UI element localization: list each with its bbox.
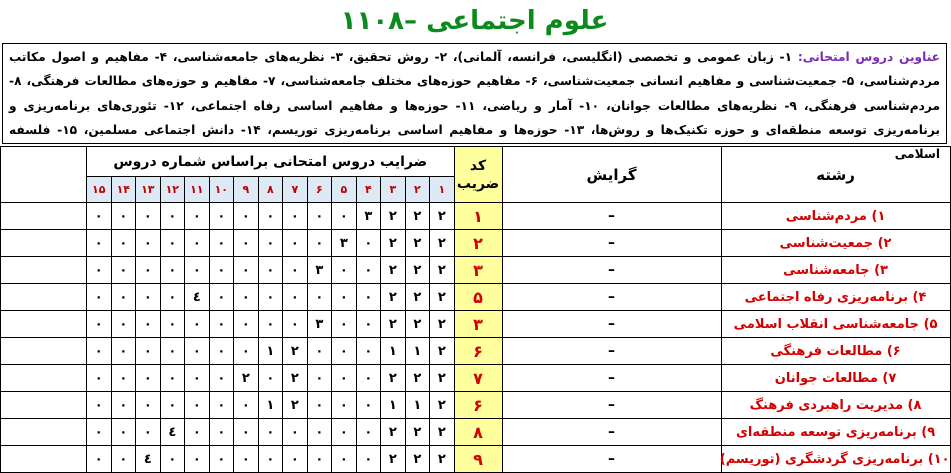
coefficient-cell: ۰ [87,419,112,446]
coefficient-cell: ۳ [356,203,381,230]
course-titles-label: عناوین دروس امتحانی: [797,50,941,64]
code-cell: ۳ [454,257,502,284]
coefficient-cell: ۱ [258,392,283,419]
coefficient-cell: ۲ [430,257,455,284]
coefficient-cell: ۲ [430,284,455,311]
coefficient-cell: ۰ [209,392,234,419]
coefficient-cell: ۰ [332,203,357,230]
code-cell: ۵ [454,284,502,311]
coefficient-cell: ۰ [356,419,381,446]
course-number-header: ۱۰ [209,177,234,203]
coefficient-cell: ۰ [209,338,234,365]
course-number-header: ۱۳ [136,177,161,203]
coefficient-cell: ۰ [185,203,210,230]
course-number-header: ۱۲ [160,177,185,203]
coefficient-cell: ۲ [430,203,455,230]
course-number-header: ۸ [258,177,283,203]
coefficient-cell: ۰ [185,311,210,338]
table-row [1,338,951,365]
table-row [1,392,951,419]
table-row [1,365,951,392]
coefficient-cell: ۱ [381,338,406,365]
course-number-header: ۹ [234,177,259,203]
coefficient-cell: ۲ [405,311,430,338]
coefficient-cell: ۰ [258,446,283,473]
orientation-cell: – [502,203,721,230]
coefficient-cell: ۲ [430,311,455,338]
row-blank [1,365,87,392]
coefficient-cell: ۰ [234,311,259,338]
coefficient-cell: ۰ [111,392,136,419]
coefficient-cell: ۰ [160,392,185,419]
coefficient-cell: ۰ [111,365,136,392]
coefficient-cell: ۰ [307,338,332,365]
coefficient-cell: ۲ [283,365,308,392]
table-row [1,419,951,446]
coefficient-cell: ۰ [160,284,185,311]
coefficient-cell: ۰ [356,257,381,284]
orientation-cell: – [502,446,721,473]
coefficient-cell: ۰ [111,419,136,446]
table-row [1,203,951,230]
coefficient-cell: ۰ [87,311,112,338]
code-cell: ۲ [454,230,502,257]
coefficient-cell: ۰ [283,284,308,311]
orientation-cell: – [502,257,721,284]
coefficient-cell: ۰ [185,230,210,257]
course-number-header: ۷ [283,177,308,203]
header-blank [1,147,87,203]
course-number-header: ۱۴ [111,177,136,203]
coefficient-cell: ۰ [111,203,136,230]
coefficient-cell: ۰ [111,446,136,473]
coefficient-cell: ۰ [87,338,112,365]
coefficient-cell: ۰ [87,203,112,230]
coefficient-cell: ۲ [405,203,430,230]
coefficient-cell: ۲ [430,392,455,419]
code-cell: ۸ [454,419,502,446]
coefficient-cell: ۰ [136,419,161,446]
coefficient-cell: ۰ [283,257,308,284]
coefficient-cell: ۰ [258,419,283,446]
major-cell: ۵) جامعه‌شناسی انقلاب اسلامی [721,311,950,338]
coefficient-cell: ۰ [185,365,210,392]
table-row [1,446,951,473]
coefficient-cell: ۰ [307,203,332,230]
coefficient-cell: ۰ [283,311,308,338]
coefficient-cell: ۰ [234,419,259,446]
coefficient-cell: ۰ [111,338,136,365]
major-column-header: رشته [721,147,950,203]
course-number-header: ۲ [405,177,430,203]
coefficient-cell: ۲ [381,311,406,338]
coefficient-cell: ۰ [160,365,185,392]
coefficient-cell: ۰ [87,257,112,284]
coefficient-cell: ۱ [405,338,430,365]
coefficient-cell: ۲ [283,338,308,365]
coefficient-cell: ۰ [209,365,234,392]
coefficient-cell: ۲ [405,257,430,284]
coefficient-cell: ۰ [136,203,161,230]
coefficient-cell: ۰ [332,311,357,338]
row-blank [1,311,87,338]
coefficient-cell: ۰ [111,284,136,311]
coefficient-cell: ۲ [430,419,455,446]
course-number-header: ۶ [307,177,332,203]
coefficient-cell: ۰ [111,257,136,284]
orientation-cell: – [502,338,721,365]
row-blank [1,257,87,284]
coefficient-cell: ۰ [185,419,210,446]
coefficient-cell: ۰ [356,230,381,257]
course-number-header: ۱۱ [185,177,210,203]
orientation-column-header: گرایش [502,147,721,203]
coefficient-cell: ۰ [160,311,185,338]
course-titles-text: ۱- زبان عمومی و تخصصی (انگلیسی، فرانسه، آلمانی)، ۲- روش تحقیق، ۳- نظریه‌های جامعه‌شناسی، ۴- مفاهیم و اصول مکاتب مردم‌شناسی، ۵- جمعیت‌شناسی و مفاهیم انسانی جمعیت‌شناسی، ۶- مفاهیم حوزه‌های مختلف جامعه‌شناسی، ۷- مفاهیم و حوزه‌های مطالعات فرهنگی، ۸- مردم‌شناسی فرهنگی، ۹- نظریه‌های مطالعات جوانان، ۱۰- آمار و ریاضی، ۱۱- حوزه‌ها و مفاهیم اساسی رفاه اجتماعی، ۱۲- تئوری‌های برنامه‌ریزی و برنامه‌ریزی توسعه منطقه‌ای و حوزه تکنیک‌ها و روش‌ها، ۱۳- حوزه‌ها و مفاهیم اساسی برنامه‌ریزی توریسم، ۱۴- دانش اجتماعی مسلمین، ۱۵- فلسفه اسلامی [9,50,941,162]
coefficient-cell: ۲ [381,230,406,257]
major-cell: ۱) مردم‌شناسی [721,203,950,230]
coefficient-cell: ۰ [356,338,381,365]
coefficient-cell: ۰ [258,365,283,392]
coefficient-cell: ۰ [283,203,308,230]
orientation-cell: – [502,392,721,419]
coefficient-cell: ۰ [234,284,259,311]
coefficient-cell: ٤ [185,284,210,311]
coefficient-cell: ۰ [209,446,234,473]
code-cell: ۶ [454,392,502,419]
coefficient-cell: ۰ [209,257,234,284]
coefficient-cell: ۲ [405,284,430,311]
major-cell: ۴) برنامه‌ریزی رفاه اجتماعی [721,284,950,311]
coefficient-cell: ۰ [87,446,112,473]
coefficient-cell: ۰ [234,338,259,365]
coefficient-cell: ٤ [160,419,185,446]
code-cell: ۶ [454,338,502,365]
page-title: ۱۱۰۸– علوم اجتماعی [340,6,609,36]
coefficient-cell: ۰ [185,257,210,284]
coefficient-cell: ۲ [430,338,455,365]
coefficient-cell: ۰ [332,419,357,446]
major-cell: ۶) مطالعات فرهنگی [721,338,950,365]
code-cell: ۷ [454,365,502,392]
major-cell: ۷) مطالعات جوانان [721,365,950,392]
coefficient-cell: ۰ [136,365,161,392]
coefficient-cell: ۰ [209,311,234,338]
coefficient-cell: ۰ [136,284,161,311]
major-cell: ۱۰) برنامه‌ریزی گردشگری (توریسم) [721,446,950,473]
course-number-header: ۳ [381,177,406,203]
coefficient-cell: ۳ [332,230,357,257]
coefficient-cell: ۰ [356,365,381,392]
coefficient-cell: ۰ [332,392,357,419]
coefficient-cell: ۰ [111,230,136,257]
coefficient-cell: ۲ [405,419,430,446]
coefficient-cell: ۰ [307,365,332,392]
coefficient-cell: ۰ [87,365,112,392]
coefficient-cell: ۰ [185,446,210,473]
coefficient-cell: ۰ [160,203,185,230]
table-row [1,230,951,257]
coefficient-cell: ۰ [87,230,112,257]
coefficient-cell: ۰ [258,203,283,230]
coefficient-cell: ۰ [234,230,259,257]
coefficient-cell: ۰ [258,311,283,338]
coefficient-cell: ۳ [307,311,332,338]
coefficient-cell: ۰ [185,338,210,365]
row-blank [1,230,87,257]
table-header-row [1,147,951,177]
coefficient-cell: ۱ [381,392,406,419]
coefficient-cell: ۲ [381,365,406,392]
coefficient-cell: ۲ [405,446,430,473]
coefficient-cell: ۲ [381,284,406,311]
coefficients-column-header: ضرایب دروس امتحانی براساس شماره دروس [87,147,455,177]
row-blank [1,203,87,230]
coefficient-cell: ۰ [332,365,357,392]
coefficient-cell: ٤ [136,446,161,473]
orientation-cell: – [502,419,721,446]
coefficient-cell: ۰ [283,446,308,473]
course-number-header: ۴ [356,177,381,203]
coefficient-cell: ۰ [160,230,185,257]
row-blank [1,338,87,365]
major-cell: ۳) جامعه‌شناسی [721,257,950,284]
code-cell: ۳ [454,311,502,338]
coefficient-cell: ۳ [307,257,332,284]
coefficient-cell: ۰ [356,311,381,338]
coefficient-cell: ۲ [381,446,406,473]
coefficient-cell: ۰ [87,284,112,311]
coefficient-cell: ۰ [332,446,357,473]
coefficient-cell: ۲ [430,365,455,392]
orientation-cell: – [502,365,721,392]
table-row [1,311,951,338]
coefficient-cell: ۰ [332,284,357,311]
row-blank [1,446,87,473]
coefficient-cell: ۲ [234,365,259,392]
major-cell: ۹) برنامه‌ریزی توسعه منطقه‌ای [721,419,950,446]
coefficient-cell: ۰ [307,284,332,311]
coefficient-cell: ۲ [405,365,430,392]
course-number-header: ۱ [430,177,455,203]
code-column-header: کد ضریب [454,147,502,203]
coefficient-cell: ۱ [258,338,283,365]
coefficient-cell: ۰ [332,338,357,365]
table-row [1,284,951,311]
coefficient-cell: ۰ [307,419,332,446]
coefficient-cell: ۰ [258,284,283,311]
coefficient-cell: ۰ [307,446,332,473]
code-cell: ۹ [454,446,502,473]
coefficient-cell: ۰ [209,284,234,311]
coefficient-cell: ۰ [160,257,185,284]
coefficients-table [0,146,951,473]
coefficient-cell: ۰ [160,446,185,473]
coefficient-cell: ۲ [381,419,406,446]
row-blank [1,284,87,311]
orientation-cell: – [502,284,721,311]
table-body [1,203,951,473]
coefficient-cell: ۲ [381,257,406,284]
coefficient-cell: ۰ [111,311,136,338]
coefficient-cell: ۰ [258,257,283,284]
coefficient-cell: ۰ [136,311,161,338]
coefficient-cell: ۰ [209,203,234,230]
course-number-header: ۵ [332,177,357,203]
coefficient-cell: ۰ [185,392,210,419]
major-cell: ۲) جمعیت‌شناسی [721,230,950,257]
coefficient-cell: ۰ [356,446,381,473]
coefficient-cell: ۲ [381,203,406,230]
coefficient-cell: ۰ [234,203,259,230]
coefficient-cell: ۰ [356,284,381,311]
coefficient-cell: ۰ [307,230,332,257]
coefficient-cell: ۰ [258,230,283,257]
coefficient-cell: ۰ [307,392,332,419]
course-number-header: ۱۵ [87,177,112,203]
coefficient-cell: ۰ [356,392,381,419]
coefficient-cell: ۱ [405,392,430,419]
coefficient-cell: ۰ [209,419,234,446]
orientation-cell: – [502,230,721,257]
coefficient-cell: ۰ [136,230,161,257]
coefficient-cell: ۰ [283,230,308,257]
coefficient-cell: ۰ [87,392,112,419]
coefficient-cell: ۲ [405,230,430,257]
coefficient-cell: ۰ [234,257,259,284]
coefficient-cell: ۲ [283,392,308,419]
coefficient-cell: ۰ [234,446,259,473]
coefficient-cell: ۰ [234,392,259,419]
code-cell: ۱ [454,203,502,230]
coefficient-cell: ۰ [136,257,161,284]
coefficient-cell: ۲ [430,230,455,257]
row-blank [1,392,87,419]
coefficient-cell: ۰ [283,419,308,446]
table-row [1,257,951,284]
coefficient-cell: ۰ [332,257,357,284]
coefficient-cell: ۰ [136,338,161,365]
coefficient-cell: ۰ [160,338,185,365]
coefficient-cell: ۰ [136,392,161,419]
coefficient-cell: ۲ [430,446,455,473]
orientation-cell: – [502,311,721,338]
row-blank [1,419,87,446]
coefficient-cell: ۰ [209,230,234,257]
major-cell: ۸) مدیریت راهبردی فرهنگ [721,392,950,419]
